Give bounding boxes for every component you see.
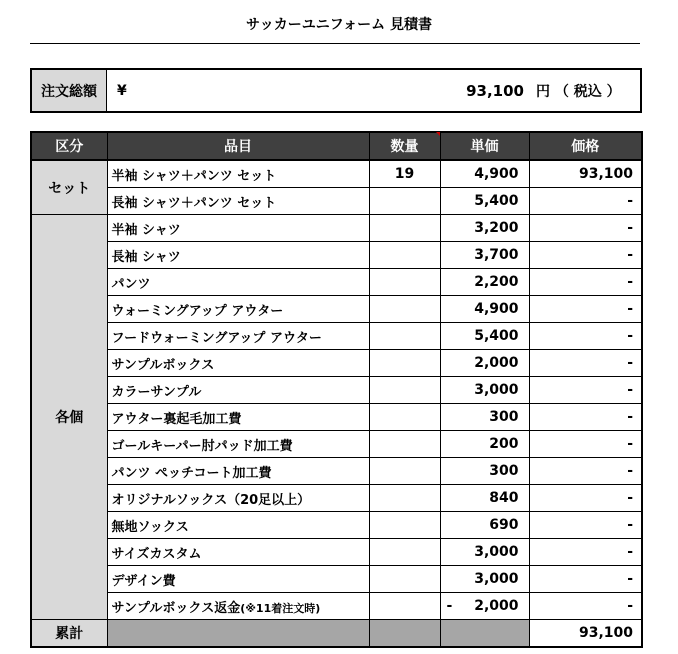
item-name — [107, 242, 369, 269]
quantity-cell[interactable] — [369, 539, 440, 566]
price-cell: - — [529, 458, 642, 485]
item-name — [107, 215, 369, 242]
unit-price-value: 840 — [489, 490, 519, 506]
table-row — [31, 404, 642, 431]
yen-symbol: ¥ — [117, 82, 127, 99]
unit-price-value: 3,700 — [474, 247, 519, 263]
price-cell: - — [529, 485, 642, 512]
unit-price-value: 2,200 — [474, 274, 519, 290]
item-name — [107, 296, 369, 323]
unit-price-cell — [440, 404, 529, 431]
item-label: パンツ — [111, 276, 151, 292]
item-label: 無地ソックス — [111, 519, 189, 535]
item-label: ゴールキーパー肘パッド加工費 — [111, 438, 293, 454]
price-cell: - — [529, 269, 642, 296]
item-name — [107, 377, 369, 404]
item-name — [107, 539, 369, 566]
unit-price-cell — [440, 485, 529, 512]
unit-price-value: 3,000 — [474, 571, 519, 587]
item-name — [107, 350, 369, 377]
item-name — [107, 566, 369, 593]
item-name — [107, 485, 369, 512]
order-total-amount[interactable]: 93,100 — [466, 81, 524, 100]
item-label: デザイン費 — [111, 573, 176, 589]
item-label: 半袖 シャツ＋パンツ セット — [111, 168, 277, 184]
quantity-cell[interactable] — [369, 323, 440, 350]
price-cell: - — [529, 431, 642, 458]
negative-sign: - — [446, 598, 453, 614]
table-row — [31, 215, 642, 242]
sum-label: 累計 — [31, 620, 107, 648]
unit-price-cell — [440, 593, 529, 620]
item-label: サンプルボックス返金 — [111, 600, 241, 616]
quantity-cell[interactable] — [369, 377, 440, 404]
sum-blank — [440, 620, 529, 648]
unit-price-cell — [440, 215, 529, 242]
price-cell: - — [529, 215, 642, 242]
order-total-box — [30, 68, 642, 113]
unit-price-cell — [440, 431, 529, 458]
table-row — [31, 593, 642, 620]
quote-table — [30, 131, 643, 648]
item-label: オリジナルソックス（20足以上） — [111, 492, 311, 508]
item-name — [107, 269, 369, 296]
unit-price-value: 3,000 — [474, 544, 519, 560]
order-total-label: 注文総額 — [32, 70, 107, 111]
unit-price-value: 4,900 — [474, 301, 519, 317]
unit-price-value: 5,400 — [474, 193, 519, 209]
table-row — [31, 242, 642, 269]
table-row — [31, 269, 642, 296]
quantity-cell[interactable]: 19 — [369, 160, 440, 188]
price-cell: - — [529, 539, 642, 566]
unit-price-value: 3,200 — [474, 220, 519, 236]
unit-price-cell — [440, 377, 529, 404]
sum-price[interactable]: 93,100 — [529, 620, 642, 648]
unit-price-value: 3,000 — [474, 382, 519, 398]
header-quantity: 数量 — [369, 132, 440, 160]
table-row — [31, 188, 642, 215]
quantity-cell[interactable] — [369, 269, 440, 296]
category-set: セット — [31, 160, 107, 215]
cell-comment-indicator — [436, 132, 440, 136]
item-name — [107, 593, 369, 620]
item-label: フードウォーミングアップ アウター — [111, 330, 322, 346]
item-name — [107, 160, 369, 188]
unit-price-cell — [440, 160, 529, 188]
item-label: 長袖 シャツ＋パンツ セット — [111, 195, 277, 211]
quantity-cell[interactable] — [369, 593, 440, 620]
price-cell: - — [529, 512, 642, 539]
price-cell: - — [529, 296, 642, 323]
price-cell: 93,100 — [529, 160, 642, 188]
item-name — [107, 512, 369, 539]
quantity-cell[interactable] — [369, 215, 440, 242]
item-note: (※11着注文時) — [240, 601, 321, 615]
category-each: 各個 — [31, 215, 107, 620]
item-label: アウター裏起毛加工費 — [111, 411, 242, 427]
sum-blank — [369, 620, 440, 648]
quantity-cell[interactable] — [369, 512, 440, 539]
item-label: 半袖 シャツ — [111, 222, 181, 238]
table-row — [31, 377, 642, 404]
page-title: サッカーユニフォーム 見積書 — [246, 17, 432, 33]
price-cell: - — [529, 323, 642, 350]
unit-price-cell — [440, 188, 529, 215]
unit-price-value: 300 — [489, 409, 519, 425]
quantity-cell[interactable] — [369, 188, 440, 215]
unit-price-value: 300 — [489, 463, 519, 479]
unit-price-value: 690 — [489, 517, 519, 533]
item-label: サイズカスタム — [111, 546, 202, 562]
table-row — [31, 485, 642, 512]
item-label: カラーサンプル — [111, 384, 202, 400]
sum-blank — [107, 620, 369, 648]
unit-price-cell — [440, 539, 529, 566]
price-cell: - — [529, 566, 642, 593]
table-row — [31, 566, 642, 593]
unit-price-cell — [440, 323, 529, 350]
unit-price-cell — [440, 242, 529, 269]
unit-price-cell — [440, 512, 529, 539]
order-total-unit: 円 （ 税込 ） — [536, 83, 621, 100]
table-row — [31, 296, 642, 323]
quantity-cell[interactable] — [369, 350, 440, 377]
table-row — [31, 160, 642, 188]
unit-price-cell — [440, 350, 529, 377]
price-cell: - — [529, 593, 642, 620]
item-name — [107, 188, 369, 215]
quantity-cell[interactable] — [369, 296, 440, 323]
unit-price-value: 200 — [489, 436, 519, 452]
table-row — [31, 323, 642, 350]
unit-price-value: 2,000 — [474, 355, 519, 371]
table-row — [31, 350, 642, 377]
price-cell: - — [529, 350, 642, 377]
unit-price-cell — [440, 269, 529, 296]
unit-price-cell — [440, 566, 529, 593]
quantity-cell[interactable] — [369, 566, 440, 593]
quantity-cell[interactable] — [369, 404, 440, 431]
title-underline — [30, 43, 640, 44]
item-name — [107, 404, 369, 431]
item-name — [107, 431, 369, 458]
unit-price-cell — [440, 458, 529, 485]
table-row — [31, 458, 642, 485]
header-price: 価格 — [529, 132, 642, 160]
table-row — [31, 512, 642, 539]
table-row — [31, 431, 642, 458]
price-cell: - — [529, 404, 642, 431]
unit-price-value: 4,900 — [474, 166, 519, 182]
header-category: 区分 — [31, 132, 107, 160]
quantity-cell[interactable] — [369, 242, 440, 269]
item-label: 長袖 シャツ — [111, 249, 181, 265]
item-label: パンツ ペッチコート加工費 — [111, 465, 272, 481]
quantity-cell[interactable] — [369, 431, 440, 458]
item-name — [107, 458, 369, 485]
item-label: サンプルボックス — [111, 357, 215, 373]
quote-rows — [31, 160, 642, 620]
header-item: 品目 — [107, 132, 369, 160]
table-row — [31, 539, 642, 566]
price-cell: - — [529, 188, 642, 215]
price-cell: - — [529, 242, 642, 269]
quantity-cell[interactable] — [369, 485, 440, 512]
unit-price-value: 5,400 — [474, 328, 519, 344]
item-name — [107, 323, 369, 350]
sum-row — [31, 620, 642, 648]
header-unit-price: 単価 — [440, 132, 529, 160]
quantity-cell[interactable] — [369, 458, 440, 485]
unit-price-cell — [440, 296, 529, 323]
price-cell: - — [529, 377, 642, 404]
item-label: ウォーミングアップ アウター — [111, 303, 284, 319]
unit-price-value: 2,000 — [474, 598, 519, 614]
